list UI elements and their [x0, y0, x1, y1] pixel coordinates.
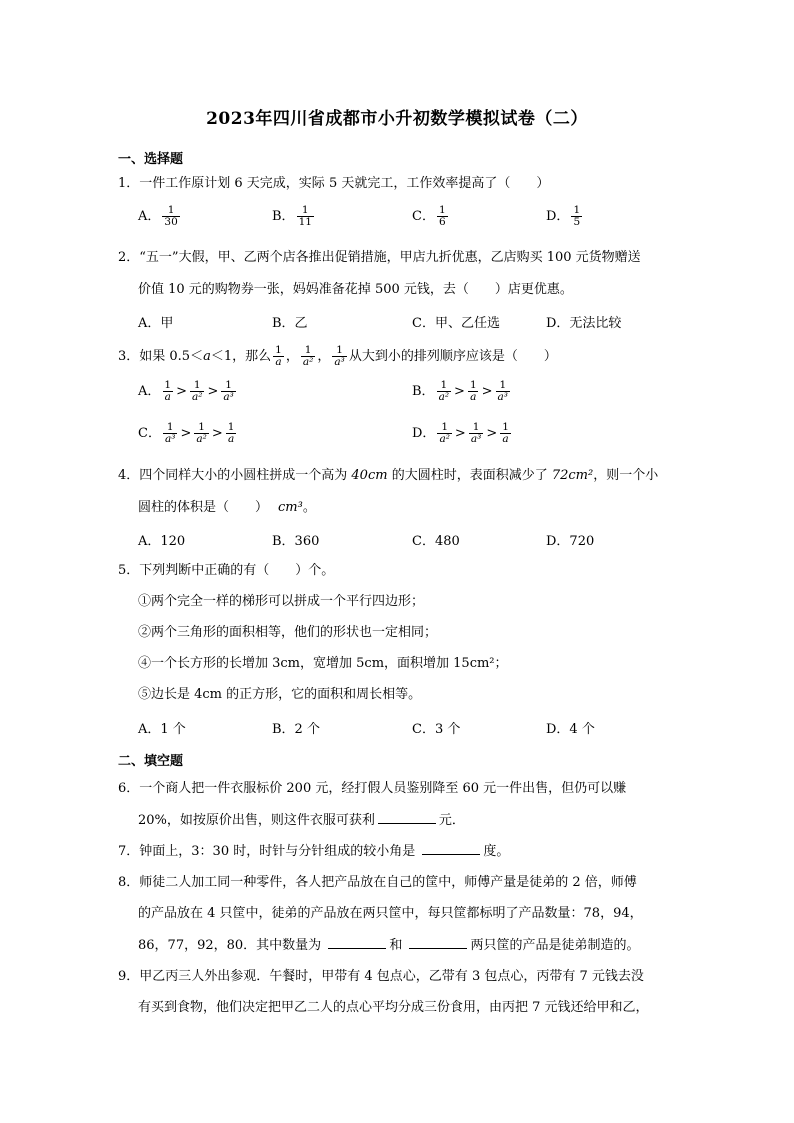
question-5-text: 5．下列判断中正确的有（ ）个。	[118, 563, 335, 578]
q5-option-d[interactable]: D．4 个	[546, 722, 595, 737]
q2-option-b[interactable]: B．乙	[272, 316, 308, 331]
q6-answer-blank[interactable]	[378, 811, 436, 824]
q5-statement-5: ⑤边长是 4cm 的正方形，它的面积和周长相等。	[138, 687, 422, 702]
q8-answer-blank-2[interactable]	[409, 936, 467, 949]
question-8-line-2: 的产品放在 4 只筐中，徒弟的产品放在两只筐中，每只筐都标明了产品数量：78，94，	[138, 906, 643, 921]
q5-statement-1: ①两个完全一样的梯形可以拼成一个平行四边形；	[138, 594, 425, 609]
question-6-line-1: 6．一个商人把一件衣服标价 200 元，经打假人员鉴别降至 60 元一件出售，但仍可以赚	[118, 781, 627, 796]
q3-option-c[interactable]: C． $\frac{1}{\text{a³}}$ > $\frac{1}{\text{a²}}$ > $\frac{1}{a}$	[138, 421, 235, 445]
q4-option-b[interactable]: B．360	[272, 534, 320, 549]
question-4-line-2: 圆柱的体积是（ ） cm³。	[138, 500, 316, 515]
question-7-text: 7．钟面上，3：30 时，时针与分针组成的较小角是 度。	[118, 844, 510, 859]
question-6-line-2: 20%，如按原价出售，则这件衣服可获利 元．	[138, 813, 465, 828]
q3-option-d[interactable]: D． $\frac{1}{\text{a²}}$ > $\frac{1}{\text{a³}}$ > $\frac{1}{a}$	[412, 421, 509, 445]
q3-option-a[interactable]: A． $\frac{1}{a}$ > $\frac{1}{\text{a²}}$ > $\frac{1}{\text{a³}}$	[138, 379, 234, 403]
q4-option-c[interactable]: C．480	[412, 534, 460, 549]
question-2-line-1: 2．“五一”大假，甲、乙两个店各推出促销措施，甲店九折优惠，乙店购买 100 元货物赠送	[118, 250, 641, 265]
question-3-text: 3．如果 0.5＜a＜1，那么 $\frac{1}{a}$ ， $\frac{1}{\text{a²}}$ ， $\frac{1}{\text{a³}}$ 从大到小的排列顺序应该是（ ）	[118, 344, 557, 368]
question-8-line-3: 86，77，92，80．其中数量为 和 两只筐的产品是徒弟制造的。	[138, 938, 640, 953]
q5-option-a[interactable]: A．1 个	[138, 722, 186, 737]
q7-answer-blank[interactable]	[422, 842, 480, 855]
q3-option-b[interactable]: B． $\frac{1}{\text{a²}}$ > $\frac{1}{a}$ > $\frac{1}{\text{a³}}$	[412, 379, 509, 403]
question-9-line-1: 9．甲乙丙三人外出参观．午餐时，甲带有 4 包点心，乙带有 3 包点心，丙带有 7 元钱去没	[118, 969, 644, 984]
q5-statement-2: ②两个三角形的面积相等，他们的形状也一定相同；	[138, 625, 438, 640]
q5-option-c[interactable]: C．3 个	[412, 722, 461, 737]
question-9-line-2: 有买到食物，他们决定把甲乙二人的点心平均分成三份食用，由丙把 7 元钱还给甲和乙，	[138, 1000, 649, 1015]
q2-option-c[interactable]: C．甲、乙任选	[412, 316, 500, 331]
question-1-text: 1．一件工作原计划 6 天完成，实际 5 天就完工，工作效率提高了（ ）	[118, 176, 550, 191]
q8-answer-blank-1[interactable]	[328, 936, 386, 949]
question-8-line-1: 8．师徒二人加工同一种零件，各人把产品放在自己的筐中，师傅产量是徒弟的 2 倍，师傅	[118, 875, 637, 890]
q5-statement-4: ④一个长方形的长增加 3cm，宽增加 5cm，面积增加 15cm²；	[138, 656, 508, 671]
section-heading-choice: 一、选择题	[118, 152, 184, 167]
q1-option-a[interactable]: A． $\frac{1}{30}$	[138, 204, 178, 228]
question-4-line-1: 4．四个同样大小的小圆柱拼成一个高为 40cm 的大圆柱时，表面积减少了 72cm²，则一个小	[118, 468, 659, 483]
section-heading-fill: 二、填空题	[118, 754, 184, 769]
q2-option-a[interactable]: A．甲	[138, 316, 174, 331]
q4-option-d[interactable]: D．720	[546, 534, 595, 549]
q2-option-d[interactable]: D．无法比较	[546, 316, 622, 331]
q5-option-b[interactable]: B．2 个	[272, 722, 320, 737]
q1-option-c[interactable]: C． $\frac{1}{6}$	[412, 204, 446, 228]
q4-option-a[interactable]: A．120	[138, 534, 186, 549]
q1-option-b[interactable]: B． $\frac{1}{11}$	[272, 204, 312, 228]
question-2-line-2: 价值 10 元的购物券一张，妈妈准备花掉 500 元钱，去（ ）店更优惠。	[138, 282, 573, 297]
q1-option-d[interactable]: D． $\frac{1}{5}$	[546, 204, 581, 228]
page-title: 2023年四川省成都市小升初数学模拟试卷（二）	[206, 109, 588, 129]
